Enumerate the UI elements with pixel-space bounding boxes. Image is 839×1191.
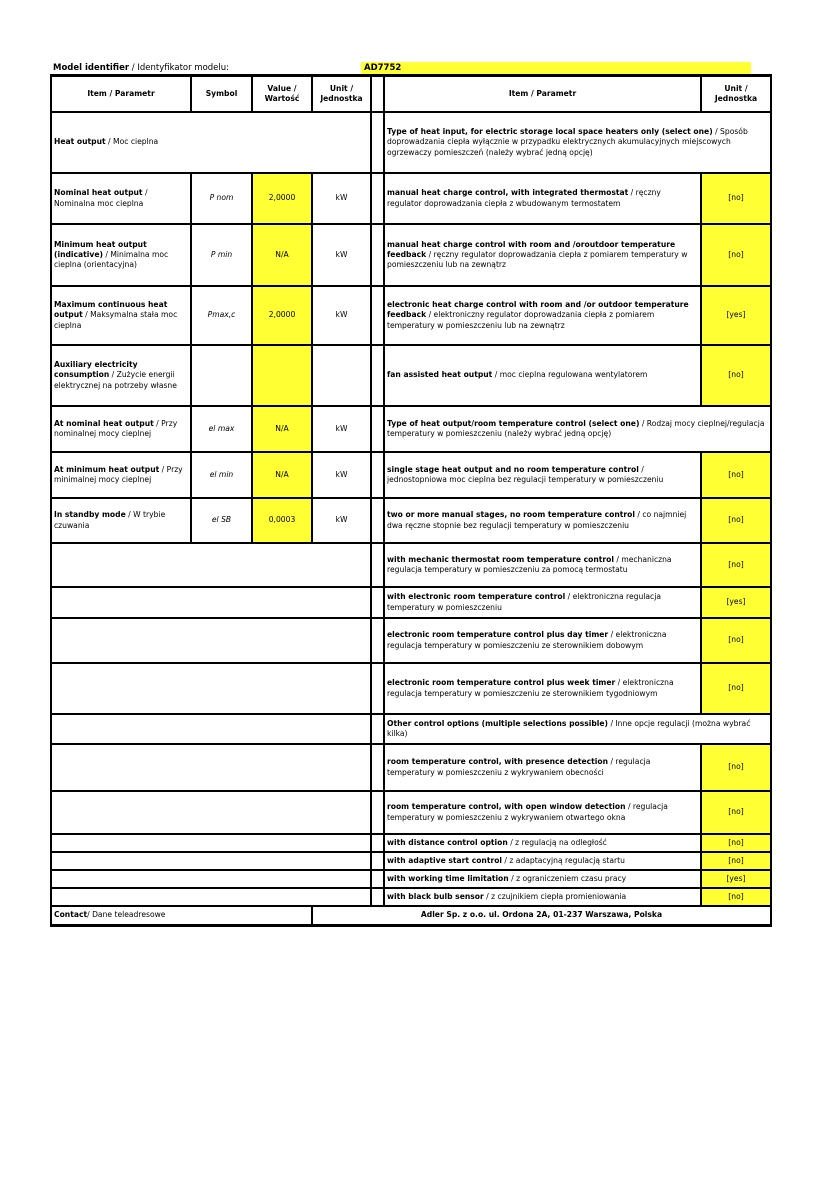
right-row-unit <box>701 834 771 852</box>
left-row-unit <box>312 498 371 543</box>
row-label <box>387 300 698 330</box>
row-label-rest: / ręczny regulator doprowadzania ciepła z wbudowanym termostatem <box>387 188 661 208</box>
col-header-unit-right-text: Unit / Jednostka <box>714 83 758 103</box>
left-row-symbol <box>191 173 252 224</box>
value-text: 0,0003 <box>268 515 296 525</box>
right-row-unit <box>701 791 771 834</box>
left-row-heat-output <box>51 112 371 173</box>
row-label-bold: In standby mode <box>54 510 126 520</box>
right-row-unit <box>701 173 771 224</box>
gap-column-cell <box>371 834 384 852</box>
right-row-label <box>384 345 701 406</box>
contact-label-bold: Contact <box>54 910 88 920</box>
symbol-text: el min <box>209 469 234 479</box>
left-row-label <box>51 173 191 224</box>
left-row-symbol <box>191 498 252 543</box>
right-row-label <box>384 791 701 834</box>
contact-value <box>312 906 771 925</box>
row-label <box>387 127 768 157</box>
left-row-unit <box>312 406 371 452</box>
left-empty-cell <box>51 870 371 888</box>
left-row-symbol <box>191 406 252 452</box>
row-label-bold: electronic heat charge control with room and /or outdoor temperature feedback <box>387 300 689 320</box>
left-row-value <box>252 224 312 286</box>
row-label-bold: Auxiliary electricity consumption <box>54 360 138 380</box>
row-label-rest: / Przy nominalnej mocy cieplnej <box>54 418 178 438</box>
gap-column-cell <box>371 345 384 406</box>
col-header-item-text: Item / Parametr <box>87 88 155 98</box>
symbol-text: el max <box>208 423 235 433</box>
left-row-symbol <box>191 345 252 406</box>
right-row-section-heading <box>384 406 771 452</box>
left-row-label <box>51 452 191 498</box>
left-empty-cell <box>51 587 371 618</box>
row-label <box>387 678 698 698</box>
right-row-unit <box>701 888 771 906</box>
row-label-rest: / moc cieplna regulowana wentylatorem <box>492 370 648 380</box>
left-row-unit <box>312 286 371 345</box>
right-row-unit <box>701 224 771 286</box>
row-label-rest: / regulacja temperatury w pomieszczeniu z wykrywaniem otwartego okna <box>387 802 668 822</box>
gap-column-cell <box>371 618 384 663</box>
row-label-rest: / mechaniczna regulacja temperatury w pomieszczeniu za pomocą termostatu <box>387 554 672 574</box>
col-header-symbol <box>191 76 252 112</box>
left-empty-cell <box>51 618 371 663</box>
left-row-label <box>51 345 191 406</box>
row-label-bold: single stage heat output and no room temperature control <box>387 464 639 474</box>
row-label <box>54 510 188 530</box>
row-label-bold: with adaptive start control <box>387 855 503 865</box>
gap-column-cell <box>371 714 384 744</box>
row-label-rest: / elektroniczna regulacja temperatury w pomieszczeniu ze sterownikiem dobowym <box>387 630 667 650</box>
gap-column-cell <box>371 870 384 888</box>
row-label-rest: / z regulacją na odległość <box>507 837 607 847</box>
unit-flag-text: [no] <box>728 762 744 772</box>
right-row-label <box>384 663 701 714</box>
right-row-label <box>384 224 701 286</box>
row-label-bold: manual heat charge control, with integrated thermostat <box>387 188 629 198</box>
row-label-bold: Type of heat input, for electric storage local space heaters only (select one) <box>387 127 713 137</box>
row-label-rest: / Rodzaj mocy cieplnej/regulacja temperatury w pomieszczeniu (należy wybrać jedną opcję) <box>387 418 765 438</box>
row-label <box>387 510 698 530</box>
row-label <box>387 892 626 902</box>
right-row-label <box>384 286 701 345</box>
right-row-label <box>384 618 701 663</box>
left-row-symbol <box>191 452 252 498</box>
left-row-value <box>252 173 312 224</box>
row-label-bold: electronic room temperature control plus week timer <box>387 678 616 688</box>
row-label-bold: Other control options (multiple selections possible) <box>387 718 609 728</box>
row-label <box>387 719 768 739</box>
gap-column-cell <box>371 224 384 286</box>
left-row-label <box>51 498 191 543</box>
gap-column-cell <box>371 498 384 543</box>
right-row-label <box>384 888 701 906</box>
row-label <box>54 137 158 147</box>
row-label-bold: Maximum continuous heat output <box>54 300 168 320</box>
row-label-bold: with working time limitation <box>387 873 509 883</box>
left-row-symbol <box>191 224 252 286</box>
col-header-item <box>51 76 191 112</box>
row-label-bold: two or more manual stages, no room temperature control <box>387 510 635 520</box>
gap-column-cell <box>371 791 384 834</box>
row-label <box>387 188 698 208</box>
row-label-rest: / Sposób doprowadzania ciepła wyłącznie w przypadku elektrycznych akumulacyjnych miejscowych ogrzewaczy pomieszczeń (należy wybrać jedną opcję) <box>387 127 748 157</box>
value-text: 2,0000 <box>268 310 296 320</box>
symbol-text: Pmax,c <box>207 310 236 320</box>
col-header-unit <box>312 76 371 112</box>
left-empty-cell <box>51 834 371 852</box>
row-label <box>387 419 768 439</box>
row-label-bold: At nominal heat output <box>54 418 154 428</box>
symbol-text: P nom <box>209 193 234 203</box>
row-label-rest: / ręczny regulator doprowadzania ciepła z pomiarem temperatury w pomieszczeniu lub na zewnątrz <box>387 249 688 269</box>
unit-flag-text: [no] <box>728 249 744 259</box>
row-label <box>387 240 698 270</box>
left-empty-cell <box>51 663 371 714</box>
col-header-unit-right <box>701 76 771 112</box>
left-row-unit <box>312 345 371 406</box>
row-label-bold: Minimum heat output (indicative) <box>54 239 147 259</box>
gap-column-cell <box>371 543 384 587</box>
left-empty-cell <box>51 852 371 870</box>
right-row-unit <box>701 870 771 888</box>
row-label-rest: / co najmniej dwa ręczne stopnie bez regulacji temperatury w pomieszczeniu <box>387 510 687 530</box>
col-header-value <box>252 76 312 112</box>
unit-flag-text: [no] <box>728 837 744 847</box>
row-label-rest: / elektroniczna regulacja temperatury w pomieszczeniu ze sterownikiem tygodniowym <box>387 678 674 698</box>
model-header <box>51 62 771 74</box>
right-row-section-heading <box>384 714 771 744</box>
left-row-unit <box>312 173 371 224</box>
row-label-rest: / Minimalna moc cieplna (orientacyjna) <box>54 249 169 269</box>
col-header-unit-text: Unit / Jednostka <box>320 83 363 103</box>
row-label-bold: Heat output <box>54 137 106 147</box>
unit-flag-text: [no] <box>728 683 744 693</box>
left-row-value <box>252 406 312 452</box>
left-row-symbol <box>191 286 252 345</box>
row-label-rest: / Przy minimalnej mocy cieplnej <box>54 464 183 484</box>
row-label-bold: room temperature control, with open window detection <box>387 802 626 812</box>
right-row-section-heading <box>384 112 771 173</box>
unit-text: kW <box>335 193 348 203</box>
right-row-unit <box>701 587 771 618</box>
unit-flag-text: [no] <box>728 193 744 203</box>
row-label-bold: with electronic room temperature control <box>387 592 566 602</box>
unit-flag-text: [no] <box>728 469 744 479</box>
value-text: N/A <box>275 249 289 259</box>
gap-column-cell <box>371 663 384 714</box>
row-label-bold: electronic room temperature control plus day timer <box>387 630 609 640</box>
left-empty-cell <box>51 744 371 791</box>
gap-column-cell <box>371 406 384 452</box>
row-label-rest: / z ograniczeniem czasu pracy <box>508 873 627 883</box>
value-text: 2,0000 <box>268 193 296 203</box>
left-row-value <box>252 286 312 345</box>
row-label <box>54 419 188 439</box>
row-label-bold: manual heat charge control with room and /oroutdoor temperature feedback <box>387 239 676 259</box>
row-label-bold: fan assisted heat output <box>387 370 493 380</box>
row-label-rest: / W trybie czuwania <box>54 510 166 530</box>
left-empty-cell <box>51 791 371 834</box>
row-label-bold: with distance control option <box>387 837 508 847</box>
unit-flag-text: [no] <box>728 891 744 901</box>
gap-column-cell <box>371 286 384 345</box>
right-row-unit <box>701 543 771 587</box>
model-label-rest: / Identyfikator modelu: <box>129 63 230 73</box>
col-header-symbol-text: Symbol <box>205 88 238 98</box>
unit-flag-text: [no] <box>728 559 744 569</box>
unit-flag-text: [yes] <box>726 873 746 883</box>
right-row-label <box>384 870 701 888</box>
row-label-rest: / Moc cieplna <box>105 137 159 147</box>
right-row-unit <box>701 452 771 498</box>
row-label <box>387 802 698 822</box>
gap-column-cell <box>371 587 384 618</box>
left-row-label <box>51 406 191 452</box>
row-label-rest: / regulacja temperatury w pomieszczeniu z wykrywaniem obecności <box>387 757 651 777</box>
left-empty-cell <box>51 714 371 744</box>
unit-flag-text: [yes] <box>726 597 746 607</box>
right-row-label <box>384 852 701 870</box>
gap-column-cell <box>371 888 384 906</box>
row-label <box>387 856 625 866</box>
row-label-bold: Type of heat output/room temperature control (select one) <box>387 418 640 428</box>
row-label-rest: / z adaptacyjną regulacją startu <box>502 855 625 865</box>
right-row-label <box>384 452 701 498</box>
row-label <box>54 188 188 208</box>
gap-column-cell <box>371 452 384 498</box>
gap-column-cell <box>371 744 384 791</box>
row-label <box>54 300 188 330</box>
col-header-value-text: Value / Wartość <box>264 83 300 103</box>
right-row-label <box>384 498 701 543</box>
row-label-rest: / Maksymalna stała moc cieplna <box>54 310 178 330</box>
right-row-unit <box>701 852 771 870</box>
left-row-label <box>51 224 191 286</box>
left-row-value <box>252 345 312 406</box>
right-row-unit <box>701 498 771 543</box>
row-label <box>387 370 647 380</box>
unit-flag-text: [no] <box>728 515 744 525</box>
symbol-text: el SB <box>211 515 232 525</box>
row-label <box>387 465 698 485</box>
left-empty-cell <box>51 543 371 587</box>
left-row-value <box>252 452 312 498</box>
unit-text: kW <box>335 423 348 433</box>
row-label <box>387 592 698 612</box>
gap-column-cell <box>371 173 384 224</box>
left-empty-cell <box>51 888 371 906</box>
col-header-item-right-text: Item / Parametr <box>508 88 577 98</box>
row-label <box>54 465 188 485</box>
value-text: N/A <box>275 423 289 433</box>
gap-column-cell <box>371 852 384 870</box>
row-label-bold: with mechanic thermostat room temperature control <box>387 554 614 564</box>
left-row-unit <box>312 452 371 498</box>
contact-value-text: Adler Sp. z o.o. ul. Ordona 2A, 01-237 Warszawa, Polska <box>420 910 663 920</box>
row-label <box>54 360 188 390</box>
row-label-rest: / z czujnikiem ciepła promieniowania <box>483 891 627 901</box>
unit-flag-text: [no] <box>728 807 744 817</box>
left-row-label <box>51 286 191 345</box>
right-row-label <box>384 587 701 618</box>
row-label-rest: / elektroniczna regulacja temperatury w pomieszczeniu <box>387 592 661 612</box>
unit-text: kW <box>335 515 348 525</box>
gap-column-header <box>371 76 384 112</box>
col-header-item-right <box>384 76 701 112</box>
row-label-rest: / Nominalna moc cieplna <box>54 188 148 208</box>
left-row-unit <box>312 224 371 286</box>
row-label <box>387 838 607 848</box>
right-row-unit <box>701 618 771 663</box>
model-label-bold: Model identifier <box>53 63 130 73</box>
right-row-label <box>384 834 701 852</box>
right-row-unit <box>701 744 771 791</box>
unit-flag-text: [yes] <box>726 310 746 320</box>
unit-flag-text: [no] <box>728 635 744 645</box>
unit-text: kW <box>335 310 348 320</box>
right-row-unit <box>701 663 771 714</box>
row-label-rest: / elektroniczny regulator doprowadzania ciepła z pomiarem temperatury w pomieszczeniu lub na zewnątrz <box>387 310 655 330</box>
row-label <box>387 630 698 650</box>
row-label-bold: Nominal heat output <box>54 188 143 198</box>
value-text: N/A <box>275 469 289 479</box>
row-label-bold: At minimum heat output <box>54 464 160 474</box>
unit-text: kW <box>335 249 348 259</box>
row-label-bold: with black bulb sensor <box>387 891 484 901</box>
row-label <box>387 874 626 884</box>
right-row-label <box>384 744 701 791</box>
model-label <box>53 63 229 73</box>
model-value: AD7752 <box>361 62 751 74</box>
right-row-unit <box>701 345 771 406</box>
unit-flag-text: [no] <box>728 855 744 865</box>
row-label-bold: room temperature control, with presence detection <box>387 757 609 767</box>
symbol-text: P min <box>210 249 233 259</box>
row-label <box>54 240 188 270</box>
row-label <box>387 757 698 777</box>
gap-column-cell <box>371 112 384 173</box>
contact-label <box>51 906 312 925</box>
right-row-label <box>384 543 701 587</box>
right-row-unit <box>701 286 771 345</box>
row-label-rest: / Zużycie energii elektrycznej na potrzeby własne <box>54 370 177 390</box>
row-label-rest: / Inne opcje regulacji (można wybrać kilka) <box>387 718 751 738</box>
contact-label-rest: / Dane teleadresowe <box>87 910 166 920</box>
right-row-label <box>384 173 701 224</box>
unit-flag-text: [no] <box>728 370 744 380</box>
unit-text: kW <box>335 469 348 479</box>
row-label-rest: / jednostopniowa moc cieplna bez regulacji temperatury w pomieszczeniu <box>387 464 664 484</box>
left-row-value <box>252 498 312 543</box>
row-label <box>387 555 698 575</box>
